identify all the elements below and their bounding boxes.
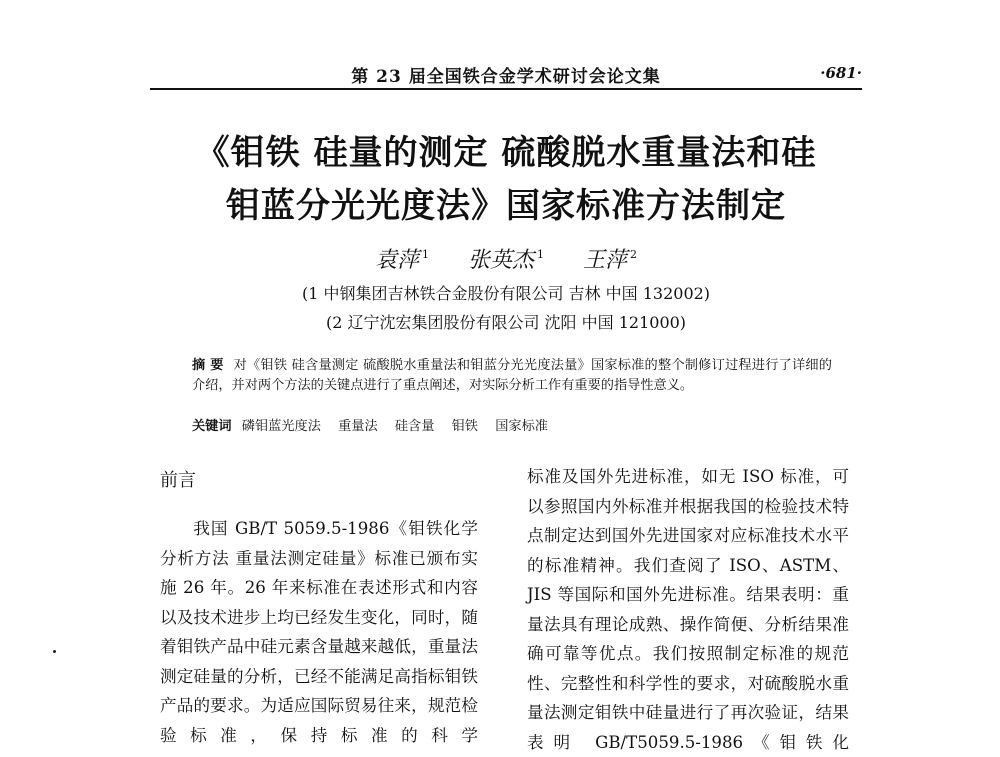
affiliation-mark: 1 [421, 248, 429, 261]
keyword: 重量法 [338, 419, 378, 434]
body-column-left [160, 514, 478, 750]
abstract-text: 对《钼铁 硅含量测定 硫酸脱水重量法和钼蓝分光光度法量》国家标准的整个制修订过程进行了详细的介绍，并对两个方法的关键点进行了重点阐述，对实际分析工作有重要的指导性意义。 [192, 358, 832, 393]
keyword: 钼铁 [451, 419, 478, 434]
body-paragraph: 我国 GB/T 5059.5-1986《钼铁化学分析方法 重量法测定硅量》标准已颁布实施 26 年。26 年来标准在表述形式和内容以及技术进步上均已经发生变化，同时，随着钼铁产品中硅元素含量越来越低，重量法测定硅量的分析，已经不能满足高指标钼铁产品的要求。为适应国际贸易往来，规范检验标准，保持标准的科学 [160, 519, 478, 745]
page-number: ·681· [820, 64, 862, 82]
keyword: 硅含量 [394, 419, 435, 434]
author-name: 张英杰 [467, 248, 534, 273]
paper-title-line-1: 《钼铁 硅量的测定 硫酸脱水重量法和硅 [195, 133, 817, 173]
body-column-right [527, 462, 849, 757]
running-head [150, 58, 862, 90]
running-head-title: 第 23 届全国铁合金学术研讨会论文集 [351, 67, 661, 87]
affiliation-2: (2 辽宁沈宏集团股份有限公司 沈阳 中国 121000) [325, 313, 687, 332]
keyword: 磷钼蓝光度法 [241, 419, 321, 434]
margin-dot [53, 650, 56, 653]
author-name: 王萍 [583, 248, 628, 273]
author-list [150, 243, 862, 274]
body-paragraph: 标准及国外先进标准，如无 ISO 标准，可以参照国内外标准并根据我国的检验技术特点制定达到国外先进国家对应标准技术水平的标准精神。我们查阅了 ISO、ASTM、JIS 等国际和国外先进标准。结果表明：重量法具有理论成熟、操作简便、分析结果准确可靠等优点。我们按照制定标准的规范性、完整性和科学性的要求，对硫酸脱水重量法测定钼铁中硅量进行了再次验证，结果表明 GB/T5059.5-1986《钼铁化 [527, 467, 849, 752]
author-3 [583, 248, 637, 273]
section-heading-introduction: 前言 [160, 470, 196, 491]
keywords-label: 关键词 [192, 419, 232, 434]
paper-title-line-2: 钼蓝分光光度法》国家标准方法制定 [226, 186, 786, 226]
abstract [192, 356, 832, 396]
abstract-label: 摘 要 [192, 358, 224, 373]
affiliation-1: (1 中钢集团吉林铁合金股份有限公司 吉林 中国 132002) [301, 284, 711, 303]
keywords [192, 417, 832, 437]
affiliation-mark: 1 [537, 248, 544, 261]
author-2 [468, 248, 544, 273]
affiliation-mark: 2 [630, 248, 638, 261]
author-name: 袁萍 [374, 248, 419, 273]
keyword: 国家标准 [495, 419, 548, 434]
author-1 [375, 248, 429, 273]
